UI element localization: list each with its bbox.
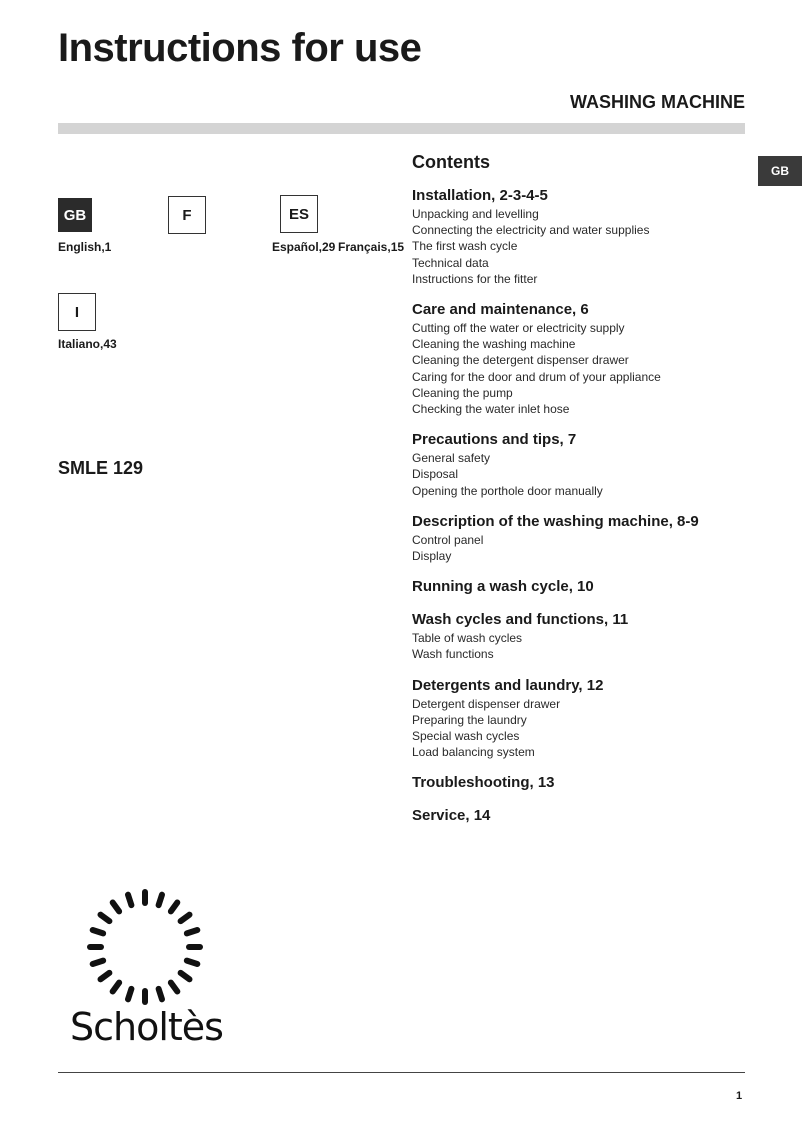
sun-ray xyxy=(183,957,201,968)
page-title: Instructions for use xyxy=(58,26,422,70)
toc-heading[interactable]: Troubleshooting, 13 xyxy=(412,774,555,792)
toc-section-service xyxy=(412,806,752,826)
sun-ray xyxy=(176,969,193,984)
sun-ray xyxy=(89,957,107,968)
toc-heading[interactable]: Description of the washing machine, 8-9 xyxy=(412,512,699,530)
toc-item[interactable]: Special wash cycles xyxy=(412,729,520,744)
toc-heading[interactable]: Detergents and laundry, 12 xyxy=(412,676,604,694)
sun-ray xyxy=(124,985,135,1003)
toc-section-care xyxy=(412,300,752,417)
toc-item[interactable]: Wash functions xyxy=(412,647,494,662)
toc-heading[interactable]: Wash cycles and functions, 11 xyxy=(412,611,629,629)
toc-heading[interactable]: Installation, 2-3-4-5 xyxy=(412,187,548,204)
toc-item[interactable]: Cleaning the washing machine xyxy=(412,337,576,352)
sun-ray xyxy=(96,910,113,925)
toc-item[interactable]: Cleaning the pump xyxy=(412,385,513,400)
lang-label-es: Español,29 xyxy=(272,240,336,254)
sun-ray xyxy=(142,889,148,906)
sun-ray xyxy=(108,978,123,995)
sun-ray xyxy=(108,898,123,915)
lang-label-gb: English,1 xyxy=(58,240,112,254)
toc-item[interactable]: Preparing the laundry xyxy=(412,712,527,727)
toc-heading[interactable]: Precautions and tips, 7 xyxy=(412,431,577,449)
toc-heading[interactable]: Care and maintenance, 6 xyxy=(412,301,589,319)
toc-item[interactable]: General safety xyxy=(412,451,491,466)
page-subtitle: WASHING MACHINE xyxy=(570,92,745,112)
toc-section-running xyxy=(412,577,752,597)
sun-logo-icon xyxy=(78,880,212,1014)
sun-ray xyxy=(142,988,148,1005)
toc-section-wash-cycles xyxy=(412,610,752,662)
lang-label-f: Français,15 xyxy=(338,240,405,254)
toc-section-installation xyxy=(412,186,752,287)
table-of-contents xyxy=(412,186,752,839)
brand-logo-text: Scholtès xyxy=(70,1005,223,1049)
toc-item[interactable]: Display xyxy=(412,549,452,564)
sun-ray xyxy=(155,891,166,909)
toc-item[interactable]: Connecting the electricity and water supplies xyxy=(412,223,650,238)
toc-heading[interactable]: Running a wash cycle, 10 xyxy=(412,578,594,596)
toc-item[interactable]: Caring for the door and drum of your appliance xyxy=(412,369,661,384)
sun-ray xyxy=(87,944,104,950)
header-divider-bar xyxy=(58,123,745,134)
page-number: 1 xyxy=(736,1090,743,1102)
lang-label-i: Italiano,43 xyxy=(58,337,117,351)
sun-ray xyxy=(186,944,203,950)
language-side-tab: GB xyxy=(758,156,802,186)
sun-ray xyxy=(167,978,182,995)
toc-section-detergents xyxy=(412,676,752,761)
toc-item[interactable]: Unpacking and levelling xyxy=(412,207,539,221)
toc-item[interactable]: Load balancing system xyxy=(412,745,535,760)
toc-section-troubleshooting xyxy=(412,773,752,793)
toc-section-precautions xyxy=(412,430,752,499)
toc-item[interactable]: Control panel xyxy=(412,532,484,547)
contents-title: Contents xyxy=(412,152,490,172)
lang-box-f[interactable]: F xyxy=(168,196,206,234)
lang-box-i[interactable]: I xyxy=(58,293,96,331)
toc-item[interactable]: The first wash cycle xyxy=(412,239,518,254)
lang-box-es[interactable]: ES xyxy=(280,195,318,233)
toc-item[interactable]: Opening the porthole door manually xyxy=(412,483,603,498)
sun-ray xyxy=(176,910,193,925)
model-name: SMLE 129 xyxy=(58,458,144,478)
toc-item[interactable]: Detergent dispenser drawer xyxy=(412,696,561,711)
toc-item[interactable]: Cutting off the water or electricity supply xyxy=(412,321,625,336)
toc-item[interactable]: Disposal xyxy=(412,467,459,482)
toc-item[interactable]: Technical data xyxy=(412,255,489,270)
sun-ray xyxy=(183,926,201,937)
sun-ray xyxy=(167,898,182,915)
toc-heading[interactable]: Service, 14 xyxy=(412,807,491,825)
sun-ray xyxy=(155,985,166,1003)
toc-item[interactable]: Table of wash cycles xyxy=(412,631,523,646)
lang-box-gb[interactable]: GB xyxy=(58,198,92,232)
toc-item[interactable]: Checking the water inlet hose xyxy=(412,402,570,417)
toc-item[interactable]: Instructions for the fitter xyxy=(412,271,538,286)
sun-ray xyxy=(89,926,107,937)
toc-section-description xyxy=(412,512,752,564)
toc-item[interactable]: Cleaning the detergent dispenser drawer xyxy=(412,353,629,368)
footer-divider xyxy=(58,1072,745,1073)
sun-ray xyxy=(96,969,113,984)
sun-ray xyxy=(124,891,135,909)
